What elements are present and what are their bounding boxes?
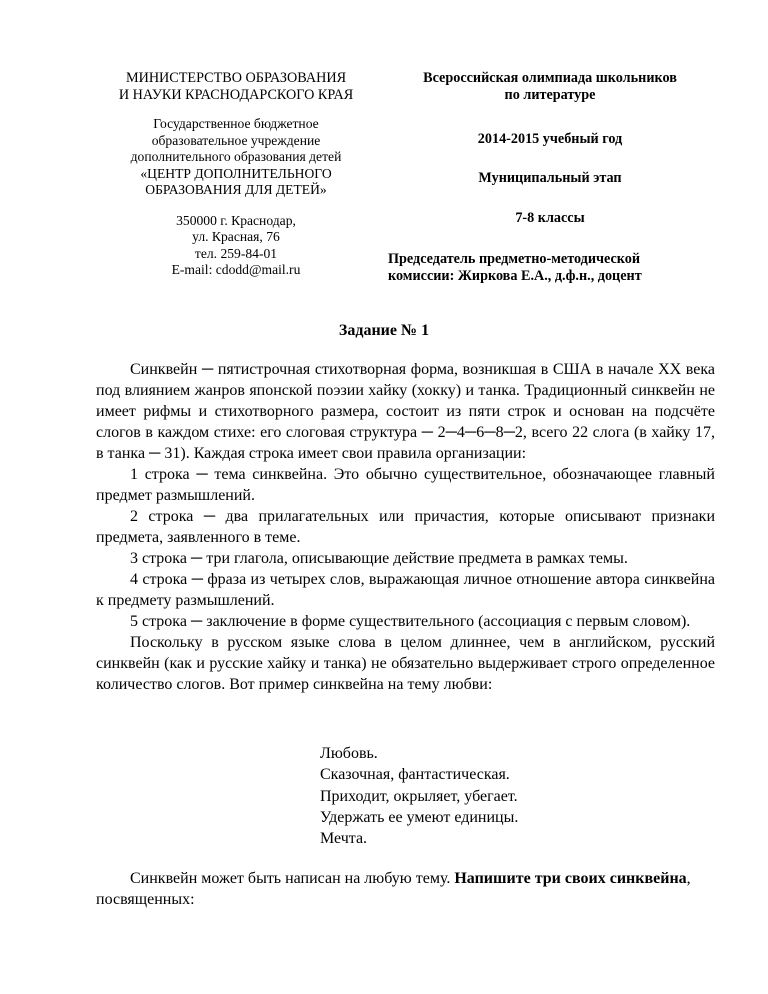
org-line-4: «ЦЕНТР ДОПОЛНИТЕЛЬНОГО <box>140 165 332 181</box>
paragraph-line-2: 2 строка ─ два прилагательных или причастия, которые описывают признаки предмета, заявленного в теме. <box>96 508 715 546</box>
task-body <box>96 359 715 695</box>
example-poem <box>320 743 518 849</box>
address-block <box>96 213 376 279</box>
olympiad-title-line-2: по литературе <box>504 87 596 103</box>
org-line-1: Государственное бюджетное <box>153 116 319 131</box>
issuer-block <box>96 70 376 279</box>
closing-text-2: , посвященных: <box>96 870 691 908</box>
organization-block <box>96 116 376 199</box>
commission-chair <box>380 251 720 285</box>
academic-year: 2014-2015 учебный год <box>477 131 623 147</box>
task-title: Задание № 1 <box>338 322 430 339</box>
ministry-line-1: МИНИСТЕРСТВО ОБРАЗОВАНИЯ <box>125 70 347 86</box>
phone-line: тел. 259-84-01 <box>194 245 278 261</box>
chair-line-2: комиссии: Жиркова Е.А., д.ф.н., доцент <box>388 268 642 284</box>
grade-range: 7-8 классы <box>515 210 585 226</box>
paragraph-intro: Синквейн ─ пятистрочная стихотворная форма, возникшая в США в начале XX века под влиянием жанров японской поэзии хайку (хокку) и танка. Традиционный синквейн не имеет рифмы и стихотворного размера, состоит из пяти строк и основан на подсчёте слогов в каждом стихе: его слоговая структура ─ 2─4─6─8─2, всего 22 слога (в хайку 17, в танка ─ 31). Каждая строка имеет свои правила организации: <box>96 361 715 462</box>
paragraph-line-5: 5 строка ─ заключение в форме существительного (ассоциация с первым словом). <box>130 613 691 630</box>
closing-instruction <box>96 868 715 910</box>
paragraph-line-3: 3 строка ─ три глагола, описывающие действие предмета в рамках темы. <box>130 550 628 567</box>
olympiad-title-line-1: Всероссийская олимпиада школьников <box>423 70 677 86</box>
paragraph-line-1: 1 строка ─ тема синквейна. Это обычно существительное, обозначающее главный предмет размышлений. <box>96 466 715 504</box>
address-line-2: ул. Красная, 76 <box>192 229 280 244</box>
org-line-2: образовательное учреждение <box>151 132 321 148</box>
ministry-line-2: И НАУКИ КРАСНОДАРСКОГО КРАЯ <box>118 87 354 103</box>
closing-bold-instruction: Напишите три своих синквейна <box>454 870 687 887</box>
chair-line-1: Председатель предметно-методической <box>388 251 641 267</box>
address-line-1: 350000 г. Краснодар, <box>176 212 296 228</box>
poem-line: Удержать ее умеют единицы. <box>320 808 519 826</box>
poem-line: Мечта. <box>320 830 368 848</box>
org-line-3: дополнительного образования детей <box>130 149 342 164</box>
closing-paragraph <box>96 868 715 910</box>
email-line: E-mail: cdodd@mail.ru <box>171 262 301 277</box>
olympiad-block <box>380 70 720 285</box>
poem-line: Сказочная, фантастическая. <box>320 766 510 784</box>
paragraph-russian-note: Поскольку в русском языке слова в целом длиннее, чем в английском, русский синквейн (как и русские хайку и танка) не обязательно выдерживает строго определенное количество слогов. Вот пример синквейна на тему любви: <box>96 634 715 693</box>
org-line-5: ОБРАЗОВАНИЯ ДЛЯ ДЕТЕЙ» <box>145 182 327 197</box>
olympiad-stage: Муниципальный этап <box>478 170 622 186</box>
closing-text-1: Синквейн может быть написан на любую тему. <box>130 870 455 887</box>
paragraph-line-4: 4 строка ─ фраза из четырех слов, выражающая личное отношение автора синквейна к предмету размышлений. <box>96 571 715 609</box>
poem-line: Любовь. <box>320 745 378 762</box>
poem-line: Приходит, окрыляет, убегает. <box>320 787 518 805</box>
